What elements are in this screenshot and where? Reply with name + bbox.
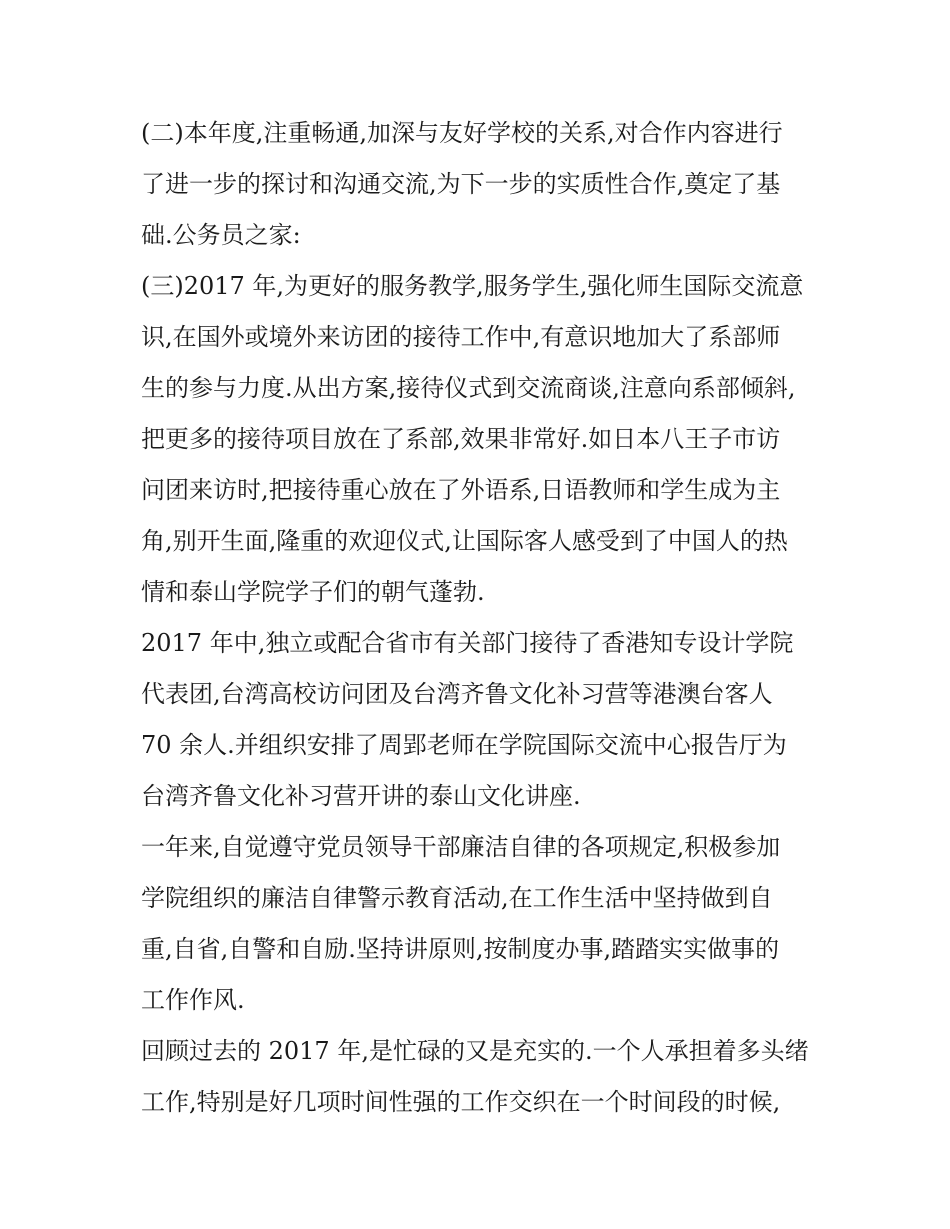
text-line-14: 台湾齐鲁文化补习营开讲的泰山文化讲座. [141, 782, 581, 810]
text-line-9: 角,别开生面,隆重的欢迎仪式,让国际客人感受到了中国人的热 [141, 527, 788, 555]
text-line-1: (二)本年度,注重畅通,加深与友好学校的关系,对合作内容进行 [141, 119, 783, 147]
text-line-2: 了进一步的探讨和沟通交流,为下一步的实质性合作,奠定了基 [141, 170, 781, 198]
text-line-17: 重,自省,自警和自励.坚持讲原则,按制度办事,踏踏实实做事的 [141, 935, 780, 963]
text-line-10: 情和泰山学院学子们的朝气蓬勃. [141, 578, 485, 606]
text-line-4: (三)2017 年,为更好的服务教学,服务学生,强化师生国际交流意 [141, 272, 804, 300]
text-line-12: 代表团,台湾高校访问团及台湾齐鲁文化补习营等港澳台客人 [141, 680, 773, 708]
text-line-18: 工作作风. [141, 986, 245, 1014]
text-line-20: 工作,特别是好几项时间性强的工作交织在一个时间段的时候, [141, 1088, 781, 1116]
text-line-8: 问团来访时,把接待重心放在了外语系,日语教师和学生成为主 [141, 476, 781, 504]
text-line-5: 识,在国外或境外来访团的接待工作中,有意识地加大了系部师 [141, 323, 781, 351]
document-body [141, 108, 821, 1128]
text-line-7: 把更多的接待项目放在了系部,效果非常好.如日本八王子市访 [141, 425, 781, 453]
text-line-11: 2017 年中,独立或配合省市有关部门接待了香港知专设计学院 [141, 629, 794, 657]
text-line-16: 学院组织的廉洁自律警示教育活动,在工作生活中坚持做到自 [141, 884, 773, 912]
text-line-3: 础.公务员之家: [141, 221, 301, 249]
text-line-6: 生的参与力度.从出方案,接待仪式到交流商谈,注意向系部倾斜, [141, 374, 796, 402]
text-line-13: 70 余人.并组织安排了周郢老师在学院国际交流中心报告厅为 [141, 731, 787, 759]
text-line-15: 一年来,自觉遵守党员领导干部廉洁自律的各项规定,积极参加 [141, 833, 781, 861]
text-line-19: 回顾过去的 2017 年,是忙碌的又是充实的.一个人承担着多头绪 [141, 1037, 809, 1065]
